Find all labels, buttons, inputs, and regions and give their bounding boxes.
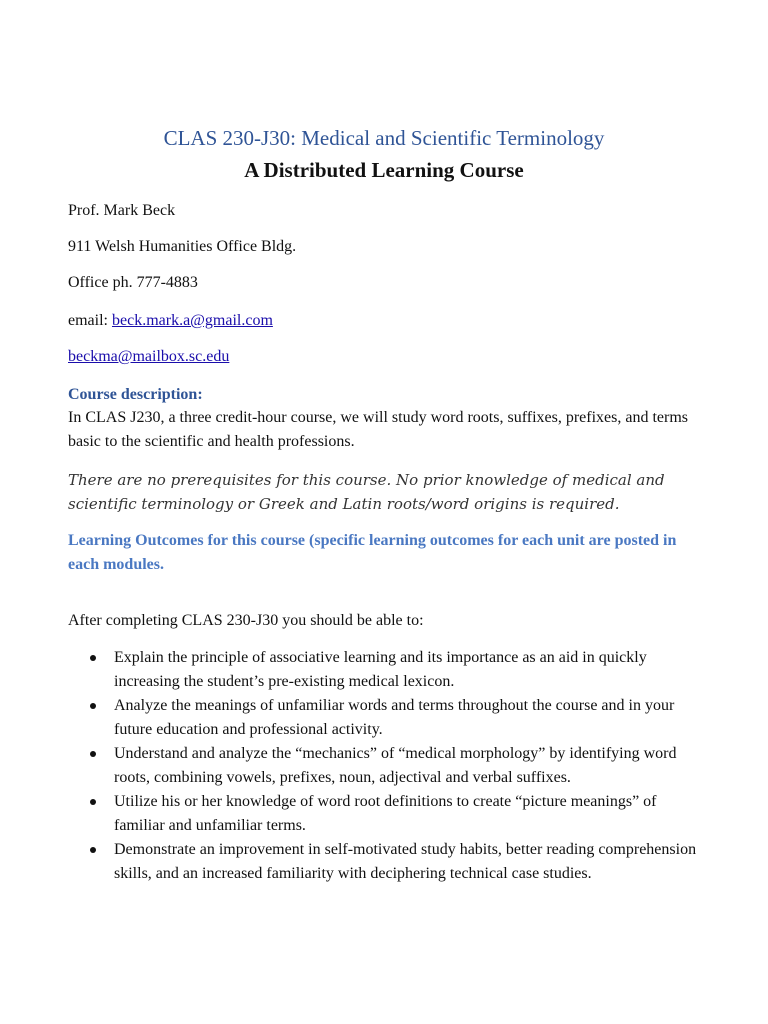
prerequisites-note: There are no prerequisites for this course. No prior knowledge of medical and scientific terminology or Greek and Latin roots/word origins is required. xyxy=(68,471,665,513)
email-line-2 xyxy=(68,346,229,368)
email-label: email: xyxy=(68,312,112,329)
bullet-icon xyxy=(90,655,96,661)
course-description-body: In CLAS J230, a three credit-hour course, we will study word roots, suffixes, prefixes, and terms basic to the scientific and health professions. xyxy=(68,409,689,450)
course-description-heading: Course description: xyxy=(68,386,203,403)
list-item xyxy=(68,694,708,742)
course-title: CLAS 230-J30: Medical and Scientific Terminology xyxy=(163,126,605,150)
list-item-text: Analyze the meanings of unfamiliar words and terms throughout the course and in your future education and professional activity. xyxy=(114,697,675,738)
email-link-sc[interactable]: beckma@mailbox.sc.edu xyxy=(68,348,230,365)
list-item xyxy=(68,790,708,838)
learning-outcomes-heading: Learning Outcomes for this course (specific learning outcomes for each unit are posted in each modules. xyxy=(68,532,677,573)
list-item-text: Understand and analyze the “mechanics” of “medical morphology” by identifying word roots, combining vowels, prefixes, noun, adjectival and verbal suffixes. xyxy=(114,745,677,786)
bullet-icon xyxy=(90,703,96,709)
email-line xyxy=(68,310,273,332)
bullet-icon xyxy=(90,751,96,757)
bullet-icon xyxy=(90,799,96,805)
office-phone: Office ph. 777-4883 xyxy=(68,274,198,291)
list-item xyxy=(68,742,708,790)
list-item xyxy=(68,646,708,694)
bullet-icon xyxy=(90,847,96,853)
list-item-text: Utilize his or her knowledge of word root definitions to create “picture meanings” of familiar and unfamiliar terms. xyxy=(114,793,657,834)
list-item-text: Demonstrate an improvement in self-motivated study habits, better reading comprehension skills, and an increased familiarity with deciphering technical case studies. xyxy=(114,841,697,882)
list-item xyxy=(68,838,708,886)
course-subtitle: A Distributed Learning Course xyxy=(244,158,524,182)
outcomes-intro: After completing CLAS 230-J30 you should be able to: xyxy=(68,612,424,629)
email-link-gmail[interactable]: beck.mark.a@gmail.com xyxy=(111,312,273,329)
office-address: 911 Welsh Humanities Office Bldg. xyxy=(68,238,297,255)
outcomes-list xyxy=(68,646,708,886)
professor-name: Prof. Mark Beck xyxy=(68,202,176,219)
list-item-text: Explain the principle of associative learning and its importance as an aid in quickly increasing the student’s pre-existing medical lexicon. xyxy=(114,649,647,690)
